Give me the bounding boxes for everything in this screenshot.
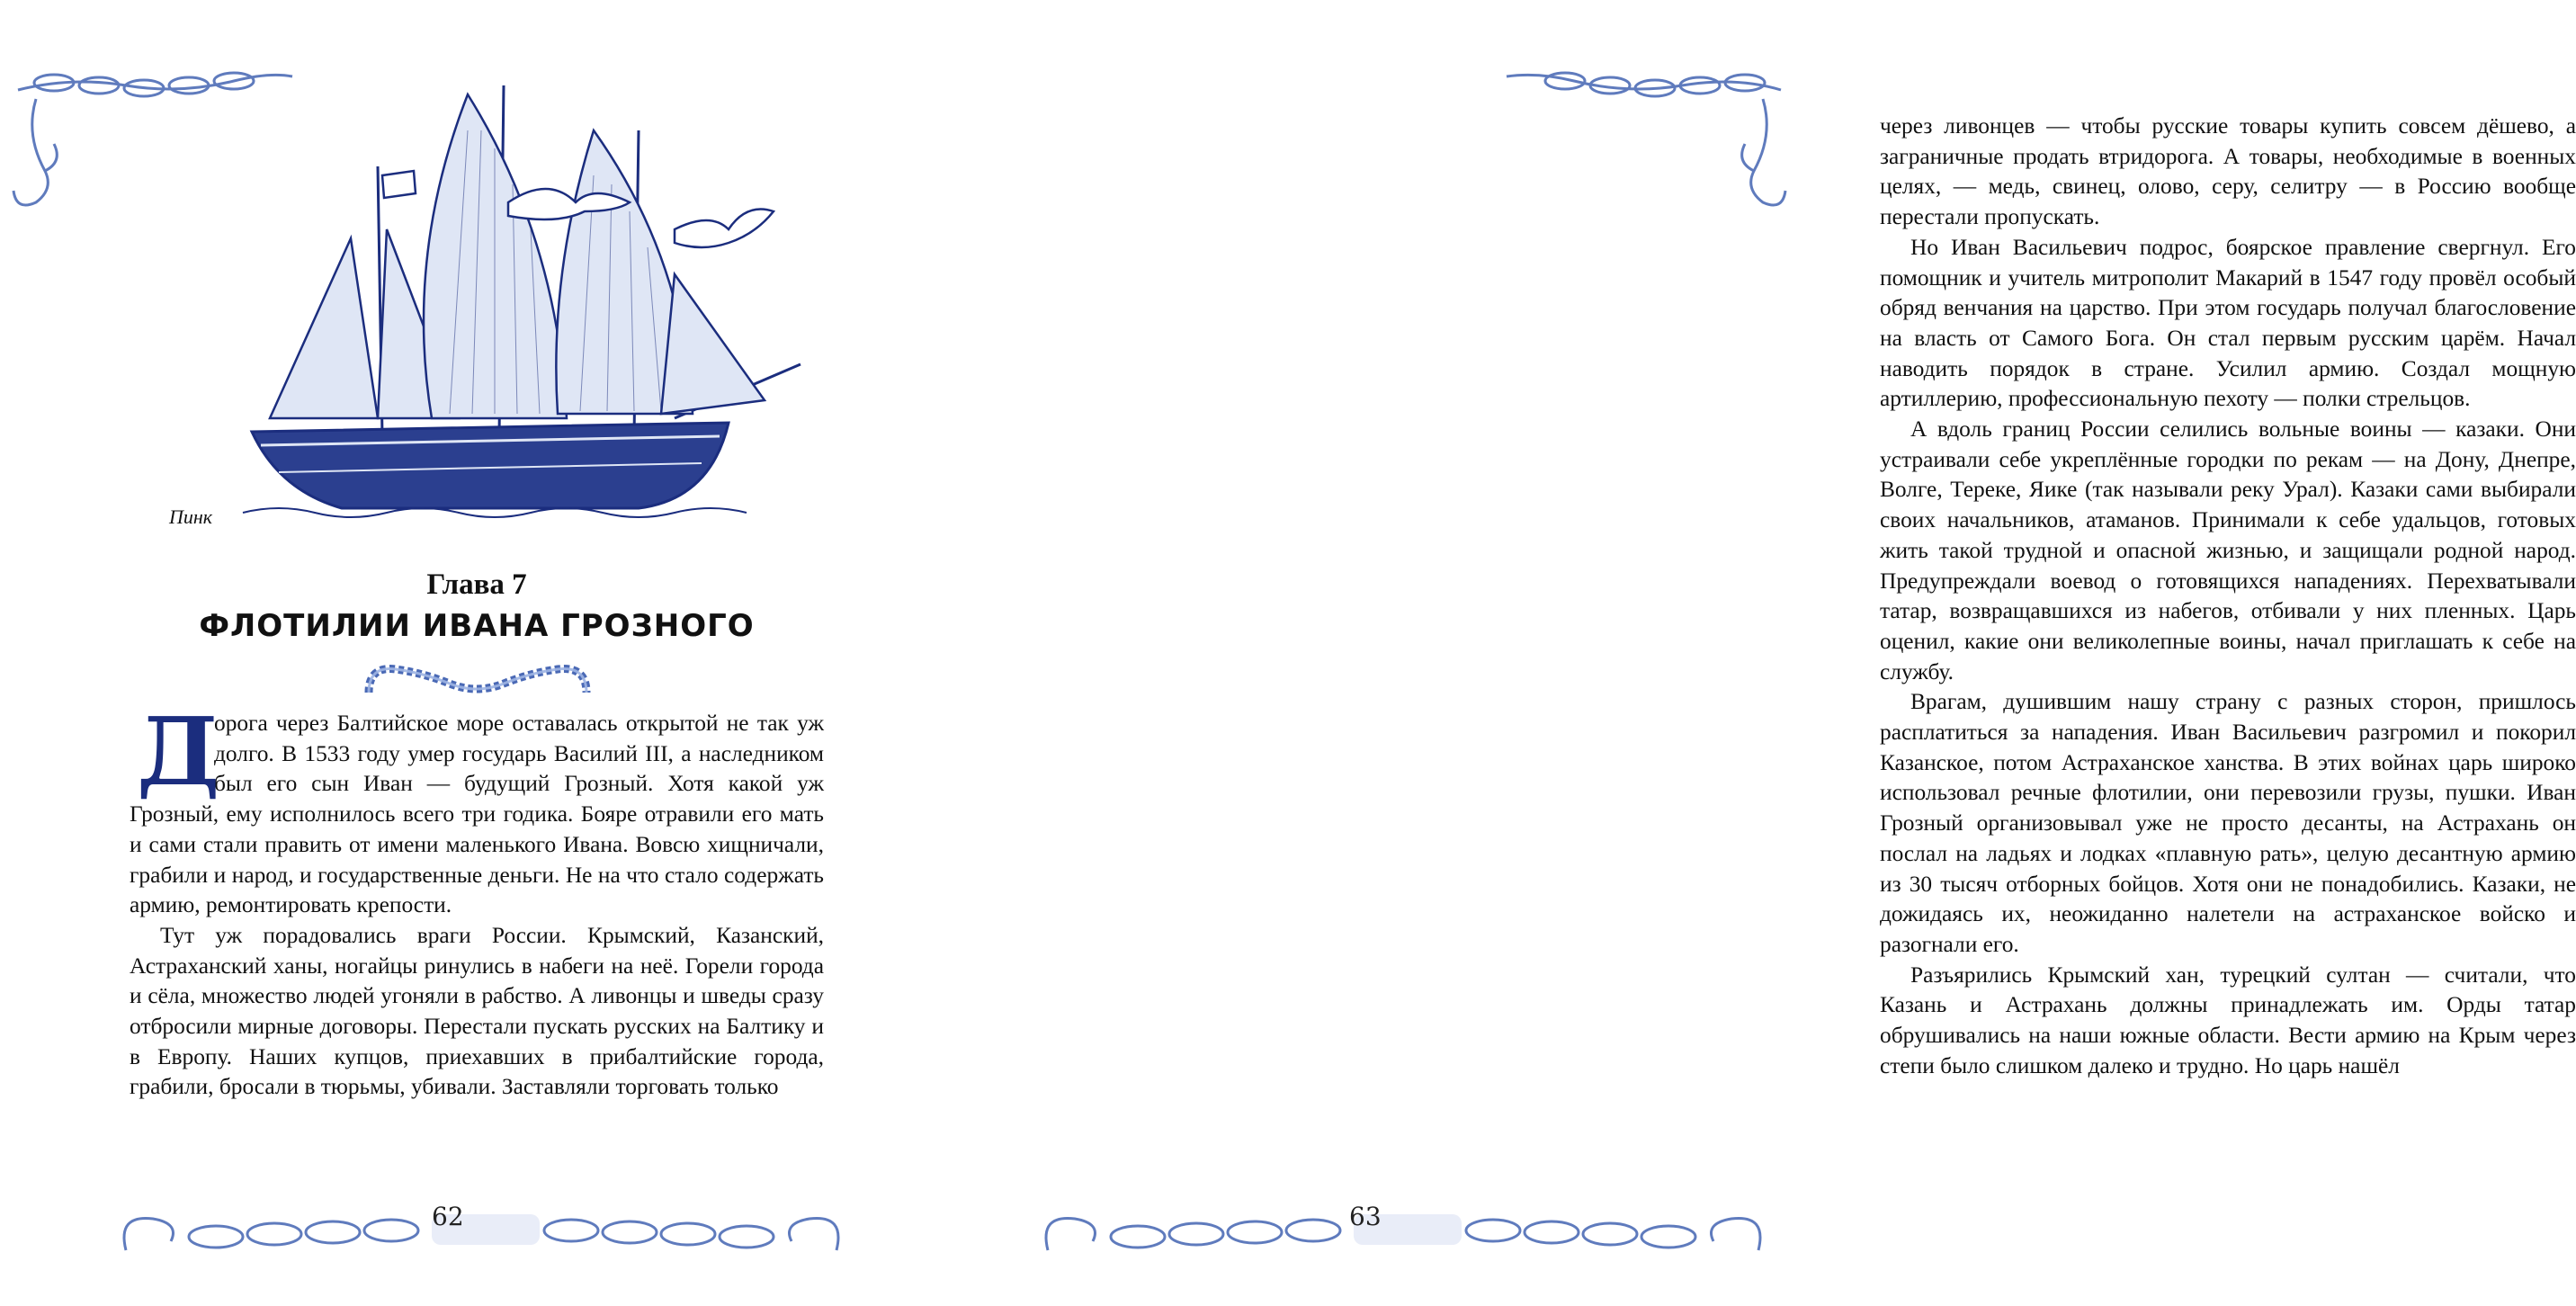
paragraph: А вдоль границ России селились вольные воины — казаки. Они устраивали себе укреплённые городки по рекам — на Дону, Днепре, Волге, Тереке, Яике (так называли реку Урал). Казаки сами выбирали своих начальников, атаманов. Принимали к себе удальцов, готовых жить такой трудной и опасной жизнью, и защищали родной народ. Предупреждали воевод о готовящихся нападениях. Перехватывали татар, возвращавшихся из набегов, отбивали у них пленных. Царь оценил, какие они великолепные воины, начал приглашать к себе на службу. bbox=[1880, 416, 2576, 684]
page-number: 63 bbox=[1349, 1202, 1382, 1231]
page-number: 62 bbox=[432, 1202, 464, 1231]
right-page bbox=[899, 0, 2576, 1306]
paragraph: через ливонцев — чтобы русские товары купить совсем дёшево, а заграничные продать втридорога. А товары, необходимые в военных целях, — медь, свинец, олово, серу, селитру — в Россию вообще перестали пропускать. bbox=[1880, 113, 2576, 230]
paragraph: Тут уж порадовались враги России. Крымский, Казанский, Астраханский ханы, ногайцы ринулись в набеги на неё. Горели города и сёла, множество людей угоняли в рабство. А ливонцы и шведы сразу отбросили мирные договоры. Перестали пускать русских на Балтику и в Европу. Наших купцов, приехавших в прибалтийские города, грабили, бросали в тюрьмы, убивали. Заставляли торговать только bbox=[130, 922, 824, 1100]
chapter-number: Глава 7 bbox=[426, 568, 527, 601]
drop-cap: Д bbox=[137, 696, 220, 807]
illustration-caption: Пинк bbox=[169, 505, 213, 528]
chapter-title: ФЛОТИЛИИ ИВАНА ГРОЗНОГО bbox=[199, 608, 755, 644]
sailing-ship-illustration bbox=[171, 76, 827, 526]
paragraph: Д орога через Балтийское море оставалась открытой не так уж долго. В 1533 году умер государь Василий III, а наследником был его сын Иван — будущий Грозный. Хотя какой уж Грозный, ему исполнилось всего три годика. Бояре отравили его мать и сами стали править от имени маленького Ивана. Вовсю хищничали, грабили и народ, и государственные деньги. Не на что стало содержать армию, ремонтировать крепости. bbox=[130, 696, 824, 918]
left-page-text bbox=[130, 696, 824, 1103]
right-page-text bbox=[1880, 112, 2576, 1082]
chain-ornament-bottom-right bbox=[1030, 1187, 1776, 1268]
paragraph: Но Иван Васильевич подрос, боярское правление свергнул. Его помощник и учитель митрополит Макарий в 1547 году провёл особый обряд венчания на царство. При этом государь получал благословение на власть от Самого Бога. Он стал первым русским царём. Начал наводить порядок в стране. Усилил армию. Создал мощную артиллерию, профессиональную пехоту — полки стрельцов. bbox=[1880, 234, 2576, 412]
rope-divider-ornament bbox=[360, 657, 598, 700]
chain-ornament-bottom-left bbox=[108, 1187, 854, 1268]
paragraph: Врагам, душившим нашу страну с разных сторон, пришлось расплатиться за нападения. Иван Васильевич разгромил и покорил Казанское, потом Астраханское ханства. В этих войнах царь широко использовал речные флотилии, они перевозили грузы, пушки. Иван Грозный организовывал уже не просто десанты, на Астрахань он послал на ладьях и лодках «плавную рать», целую десантную армию из 30 тысяч отборных бойцов. Хотя они не понадобились. Казаки, не дожидаясь их, неожиданно налетели на астраханское войско и разогнали его. bbox=[1880, 689, 2576, 957]
paragraph: Разъярились Крымский хан, турецкий султан — считали, что Казань и Астрахань должны принадлежать им. Орды татар обрушивались на наши южные области. Вести армию на Крым через степи было слишком далеко и трудно. Но царь нашёл bbox=[1880, 962, 2576, 1078]
left-page bbox=[0, 0, 899, 1306]
chain-hook-ornament-top-right bbox=[1502, 36, 1799, 216]
